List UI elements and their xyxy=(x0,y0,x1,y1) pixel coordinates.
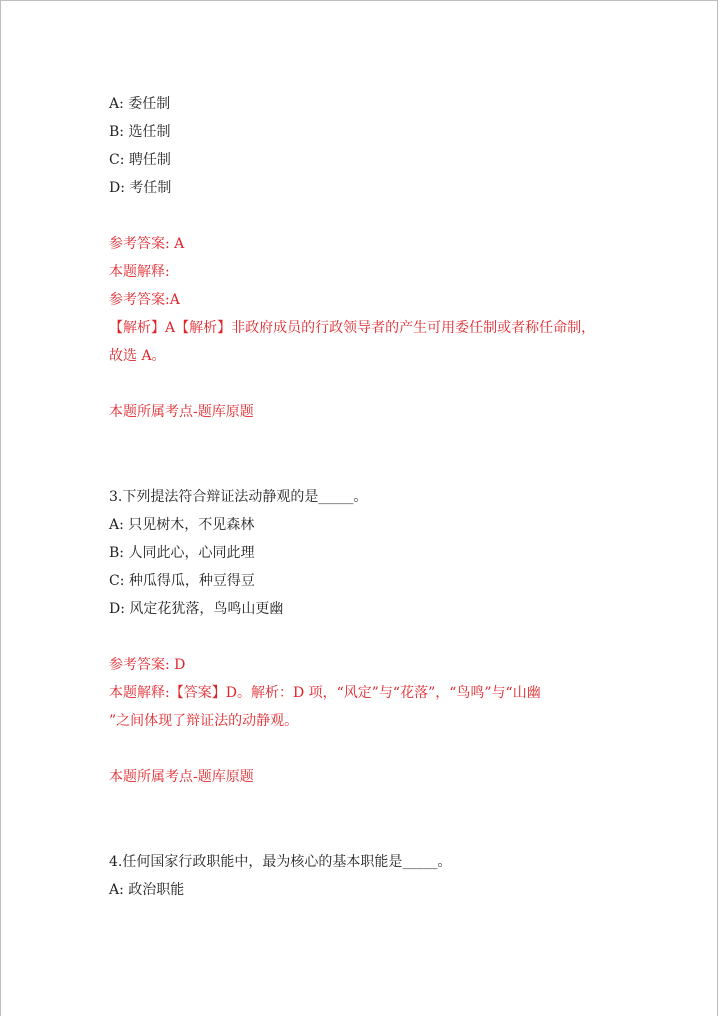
q2-option-b: B: 选任制 xyxy=(109,124,171,140)
q2-explanation-line1: 【解析】A【解析】非政府成员的行政领导者的产生可用委任制或者称任命制， xyxy=(109,320,596,336)
q3-question: 3.下列提法符合辩证法动静观的是_____。 xyxy=(109,489,368,505)
spacer xyxy=(109,791,609,848)
q4-option-a: A: 政治职能 xyxy=(109,882,185,898)
spacer xyxy=(109,426,609,483)
q3-option-d: D: 风定花犹落，鸟鸣山更幽 xyxy=(109,601,284,617)
q3-option-c: C: 种瓜得瓜，种豆得豆 xyxy=(109,573,255,589)
q4-question: 4.任何国家行政职能中，最为核心的基本职能是_____。 xyxy=(109,854,452,870)
q3-option-b: B: 人同此心，心同此理 xyxy=(109,545,255,561)
q2-source: 本题所属考点-题库原题 xyxy=(109,404,254,420)
q2-answer-repeat: 参考答案:A xyxy=(109,292,180,308)
q3-explanation-line2: ”之间体现了辩证法的动静观。 xyxy=(109,713,299,729)
q3-source: 本题所属考点-题库原题 xyxy=(109,769,254,785)
q2-answer: 参考答案: A xyxy=(109,236,185,252)
q2-option-c: C: 聘任制 xyxy=(109,152,171,168)
q2-option-d: D: 考任制 xyxy=(109,180,172,196)
document-body xyxy=(109,90,609,904)
q3-answer: 参考答案: D xyxy=(109,657,186,673)
q2-explain-label: 本题解释: xyxy=(109,264,170,280)
spacer xyxy=(109,735,609,763)
spacer xyxy=(109,202,609,230)
spacer xyxy=(109,623,609,651)
q2-explanation-line2: 故选 A。 xyxy=(109,348,166,364)
spacer xyxy=(109,370,609,398)
q2-option-a: A: 委任制 xyxy=(109,96,171,112)
q3-option-a: A: 只见树木，不见森林 xyxy=(109,517,255,533)
q3-explanation-line1: 本题解释:【答案】D。解析：D 项，“风定”与“花落”，“鸟鸣”与“山幽 xyxy=(109,685,541,701)
